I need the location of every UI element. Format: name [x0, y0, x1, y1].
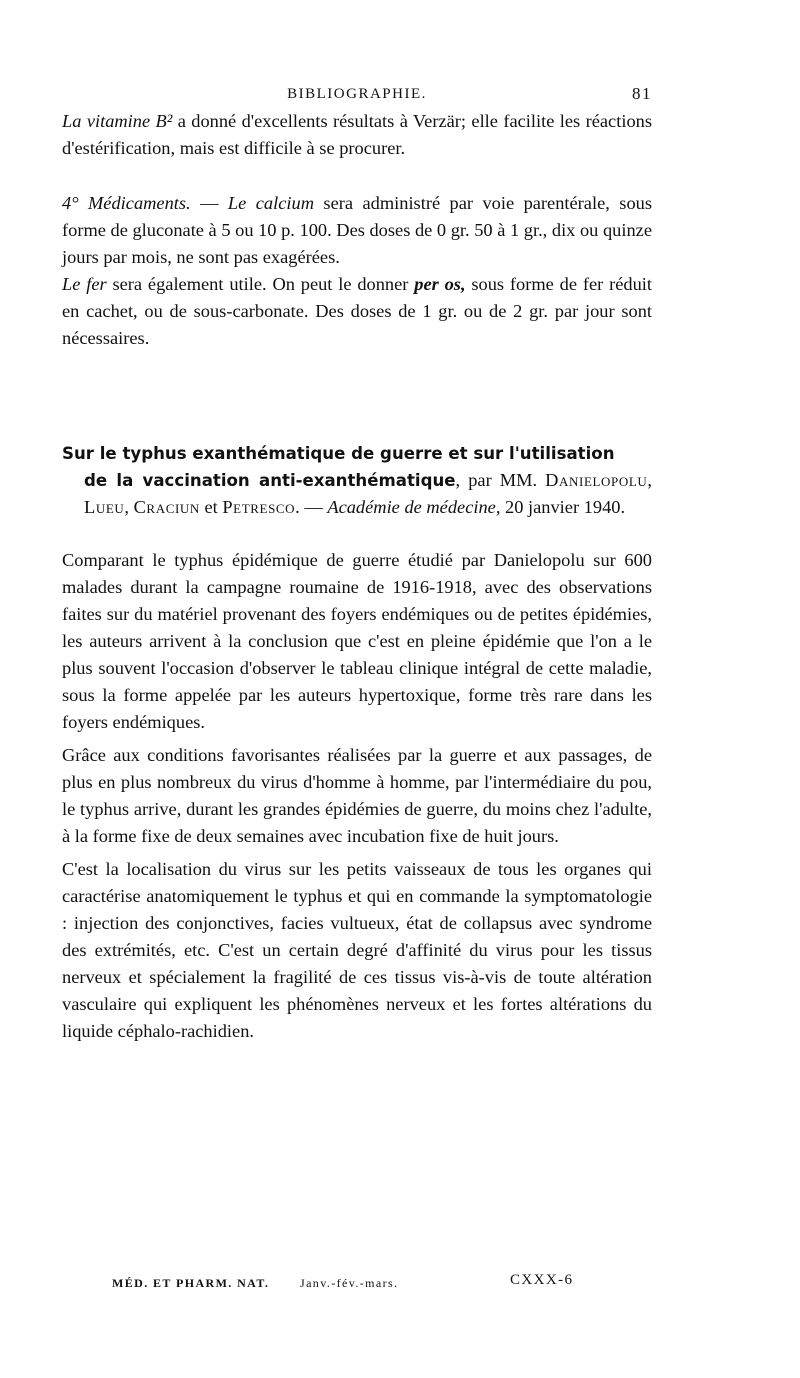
article-by: , par MM.	[455, 470, 546, 490]
footer-months: Janv.-fév.-mars.	[300, 1276, 399, 1290]
venue-dash: . —	[295, 497, 328, 517]
page-footer	[62, 1272, 652, 1294]
body-paragraph-2: Grâce aux conditions favorisantes réalisées par la guerre et aux passages, de plus en plus nombreux du virus d'homme à homme, par l'intermédiaire du pou, le typhus arrive, durant les grandes épidémies de guerre, du moins chez l'adulte, à la forme fixe de deux semaines avec incubation fixe de huit jours.	[62, 745, 652, 846]
author-and: et	[199, 497, 223, 517]
vitamin-text: a donné d'excellents résultats à Verzär; elle facilite les réactions d'estérification, mais est difficile à se procurer.	[62, 111, 652, 158]
footer-volume: CXXX-6	[510, 1272, 574, 1288]
calcium-paragraph	[62, 190, 652, 271]
vitamin-label: La vitamine B²	[62, 111, 173, 131]
author-petresco: Petresco	[222, 497, 296, 517]
body-paragraph-3: C'est la localisation du virus sur les petits vaisseaux de tous les organes qui caractérise anatomiquement le typhus et qui en commande la symptomatologie : injection des conjonctives, facies vultueux, état de collapsus avec syndrome des extrémités, etc. C'est un certain degré d'affinité du virus pour les tissus nerveux et spécialement la fragilité de ces tissus vis-à-vis de toute altération vasculaire qui expliquent les phénomènes nerveux et les fortes altérations du liquide céphalo-rachidien.	[62, 859, 652, 1041]
body-paragraph-1: Comparant le typhus épidémique de guerre étudié par Danielopolu sur 600 malades durant la campagne roumaine de 1916-1918, avec des observations faites sur du matériel provenant des foyers endémiques ou de petites épidémies, les auteurs arrivent à la conclusion que c'est en pleine épidémie que l'on a le plus souvent l'occasion d'observer le tableau clinique intégral de cette maladie, sous la forme appelée par les auteurs hypertoxique, forme très rare dans les foyers endémiques.	[62, 550, 652, 732]
running-head	[62, 84, 652, 108]
fer-paragraph	[62, 271, 652, 352]
calcium-text: sera administré par voie parentérale, sous forme de gluconate à 5 ou 10 p. 100. Des doses de 0 gr. 50 à 1 gr., dix ou quinze jours par mois, ne sont pas exagérées.	[62, 193, 652, 267]
medicaments-dash: —	[190, 193, 228, 213]
fer-text-2: sous forme de fer réduit en cachet, ou de sous-carbonate. Des doses de 1 gr. ou de 2 gr. par jour sont nécessaires.	[62, 274, 652, 348]
per-os: per os,	[414, 274, 466, 294]
article-date: 20 janvier 1940.	[500, 497, 626, 517]
vitamin-paragraph	[62, 108, 652, 162]
article-title-1: Sur le typhus exanthématique de guerre et sur l'utilisation	[62, 444, 615, 463]
author-separator: ,	[647, 470, 652, 490]
page-number: 81	[632, 84, 652, 103]
article-venue: Académie de médecine,	[327, 497, 501, 517]
calcium-label: Le calcium	[227, 193, 314, 213]
fer-text-1: sera également utile. On peut le donner	[106, 274, 415, 294]
medicaments-heading: 4° Médicaments.	[62, 193, 191, 213]
article-heading	[62, 440, 652, 521]
author-separator: ,	[124, 497, 134, 517]
author-danielopolu: Danielopolu	[545, 470, 648, 490]
fer-label: Le fer	[62, 274, 107, 294]
footer-journal: MÉD. ET PHARM. NAT.	[112, 1276, 270, 1290]
author-craciun: Craciun	[133, 497, 200, 517]
running-head-title: BIBLIOGRAPHIE.	[287, 86, 427, 102]
author-lueu: Lueu	[84, 497, 125, 517]
document-page	[62, 84, 652, 1294]
article-title-2: de la vaccination anti-exanthématique	[84, 471, 456, 490]
